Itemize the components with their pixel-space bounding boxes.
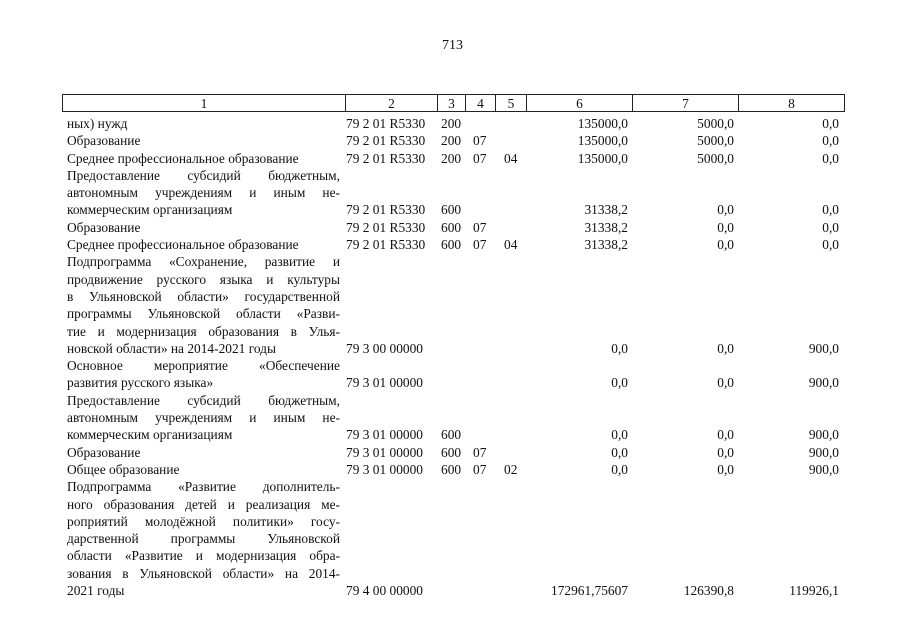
- row-value-8: 0,0: [822, 237, 839, 253]
- row-name: [67, 150, 340, 167]
- row-code: 79 3 01 00000: [346, 427, 423, 443]
- row-name: [67, 478, 340, 599]
- row-name-line: ного образования детей и реализация ме-: [67, 496, 340, 512]
- table-row: [0, 219, 905, 236]
- table-row: [0, 236, 905, 253]
- row-value-6: 31338,2: [584, 237, 628, 253]
- row-value-8: 0,0: [822, 219, 839, 235]
- row-name-line: автономным учреждениям и иным не-: [67, 185, 340, 201]
- row-name-line: Основное мероприятие «Обеспечение: [67, 358, 340, 374]
- row-rz: 07: [473, 219, 487, 235]
- row-pr: 04: [504, 237, 518, 253]
- row-value-8: 900,0: [808, 461, 839, 477]
- row-name-line: Общее образование: [67, 461, 180, 477]
- row-value-8: 900,0: [808, 444, 839, 460]
- table-row: [0, 392, 905, 444]
- row-name: [67, 115, 340, 132]
- row-name: [67, 236, 340, 253]
- header-col-5: 5: [495, 95, 526, 111]
- row-name-line: Среднее профессиональное образование: [67, 150, 299, 166]
- row-value-8: 0,0: [822, 202, 839, 218]
- row-rz: 07: [473, 237, 487, 253]
- row-name-line: ных) нужд: [67, 116, 128, 131]
- row-vr: 200: [441, 116, 462, 131]
- row-value-6: 0,0: [611, 375, 628, 391]
- row-code: 79 2 01 R5330: [346, 150, 426, 166]
- row-code: 79 2 01 R5330: [346, 133, 426, 149]
- row-name-line: Среднее профессиональное образование: [67, 237, 299, 253]
- row-value-7: 0,0: [717, 427, 734, 443]
- row-value-6: 172961,75607: [551, 583, 628, 599]
- row-name: [67, 461, 340, 478]
- row-name-line: в Ульяновской области» государственной: [67, 288, 340, 304]
- row-name-line: Предоставление субсидий бюджетным,: [67, 167, 340, 183]
- row-value-7: 0,0: [717, 202, 734, 218]
- row-name-line: дарственной программы Ульяновской: [67, 531, 340, 547]
- row-name-line: Подпрограмма «Развитие дополнитель-: [67, 479, 340, 495]
- row-name-line: продвижение русского языка и культуры: [67, 271, 340, 287]
- row-value-6: 135000,0: [577, 116, 628, 131]
- row-value-8: 0,0: [822, 116, 839, 131]
- row-value-6: 135000,0: [577, 133, 628, 149]
- row-name: [67, 253, 340, 357]
- row-name-line: Образование: [67, 133, 141, 149]
- table-header: [62, 94, 845, 112]
- row-name-line: программы Ульяновской области «Разви-: [67, 306, 340, 322]
- row-name-line: Образование: [67, 219, 141, 235]
- row-value-6: 0,0: [611, 461, 628, 477]
- row-pr: 02: [504, 461, 518, 477]
- header-col-4: 4: [465, 95, 495, 111]
- row-rz: 07: [473, 150, 487, 166]
- header-col-7: 7: [632, 95, 738, 111]
- table-row: [0, 444, 905, 461]
- row-name-line: тие и модернизация образования в Улья-: [67, 323, 340, 339]
- row-name: [67, 219, 340, 236]
- table-row: [0, 167, 905, 219]
- row-value-6: 0,0: [611, 340, 628, 356]
- row-pr: 04: [504, 150, 518, 166]
- table-row: [0, 253, 905, 357]
- row-code: 79 2 01 R5330: [346, 116, 426, 131]
- table-row: [0, 150, 905, 167]
- row-name: [67, 167, 340, 219]
- row-value-8: 0,0: [822, 133, 839, 149]
- header-col-3: 3: [437, 95, 465, 111]
- row-value-6: 31338,2: [584, 202, 628, 218]
- row-name: [67, 132, 340, 149]
- row-value-8: 900,0: [808, 340, 839, 356]
- row-value-8: 0,0: [822, 150, 839, 166]
- row-value-6: 31338,2: [584, 219, 628, 235]
- header-col-2: 2: [345, 95, 437, 111]
- page-number: 713: [442, 38, 463, 53]
- row-vr: 600: [441, 461, 462, 477]
- row-code: 79 3 01 00000: [346, 444, 423, 460]
- row-code: 79 3 01 00000: [346, 461, 423, 477]
- row-name-line: новской области» на 2014-2021 годы: [67, 340, 276, 356]
- row-name: [67, 444, 340, 461]
- row-name: [67, 357, 340, 392]
- row-value-7: 5000,0: [697, 133, 734, 149]
- row-code: 79 2 01 R5330: [346, 202, 426, 218]
- row-value-6: 0,0: [611, 427, 628, 443]
- row-value-7: 0,0: [717, 340, 734, 356]
- row-name-line: Предоставление субсидий бюджетным,: [67, 392, 340, 408]
- row-vr: 200: [441, 133, 462, 149]
- row-code: 79 2 01 R5330: [346, 219, 426, 235]
- table-row: [0, 132, 905, 149]
- row-value-8: 119926,1: [789, 583, 839, 599]
- row-code: 79 3 01 00000: [346, 375, 423, 391]
- table-row: [0, 115, 905, 132]
- row-vr: 200: [441, 150, 462, 166]
- row-code: 79 4 00 00000: [346, 583, 423, 599]
- row-name-line: коммерческим организациям: [67, 427, 233, 443]
- row-name-line: роприятий молодёжной политики» госу-: [67, 513, 340, 529]
- header-col-8: 8: [738, 95, 844, 111]
- header-col-1: 1: [200, 96, 208, 111]
- row-name-line: зования в Ульяновской области» на 2014-: [67, 565, 340, 581]
- row-vr: 600: [441, 444, 462, 460]
- row-rz: 07: [473, 444, 487, 460]
- row-value-7: 0,0: [717, 461, 734, 477]
- row-name: [67, 392, 340, 444]
- row-value-6: 135000,0: [577, 150, 628, 166]
- header-col-6: 6: [526, 95, 632, 111]
- row-value-7: 5000,0: [697, 116, 734, 131]
- row-name-line: Подпрограмма «Сохранение, развитие и: [67, 254, 340, 270]
- row-code: 79 2 01 R5330: [346, 237, 426, 253]
- row-name-line: развития русского языка»: [67, 375, 214, 391]
- row-rz: 07: [473, 133, 487, 149]
- row-value-7: 126390,8: [683, 583, 734, 599]
- row-value-8: 900,0: [808, 427, 839, 443]
- row-vr: 600: [441, 202, 462, 218]
- row-vr: 600: [441, 237, 462, 253]
- row-name-line: автономным учреждениям и иным не-: [67, 410, 340, 426]
- row-name-line: 2021 годы: [67, 583, 125, 599]
- row-name-line: Образование: [67, 444, 141, 460]
- row-value-7: 0,0: [717, 444, 734, 460]
- row-value-7: 0,0: [717, 375, 734, 391]
- row-name-line: коммерческим организациям: [67, 202, 233, 218]
- table-body: [0, 115, 905, 599]
- row-rz: 07: [473, 461, 487, 477]
- row-vr: 600: [441, 427, 462, 443]
- row-code: 79 3 00 00000: [346, 340, 423, 356]
- row-vr: 600: [441, 219, 462, 235]
- table-row: [0, 478, 905, 599]
- row-value-6: 0,0: [611, 444, 628, 460]
- row-value-7: 0,0: [717, 237, 734, 253]
- row-value-7: 0,0: [717, 219, 734, 235]
- table-row: [0, 357, 905, 392]
- table-row: [0, 461, 905, 478]
- row-name-line: области «Развитие и модернизация обра-: [67, 548, 340, 564]
- row-value-8: 900,0: [808, 375, 839, 391]
- row-value-7: 5000,0: [697, 150, 734, 166]
